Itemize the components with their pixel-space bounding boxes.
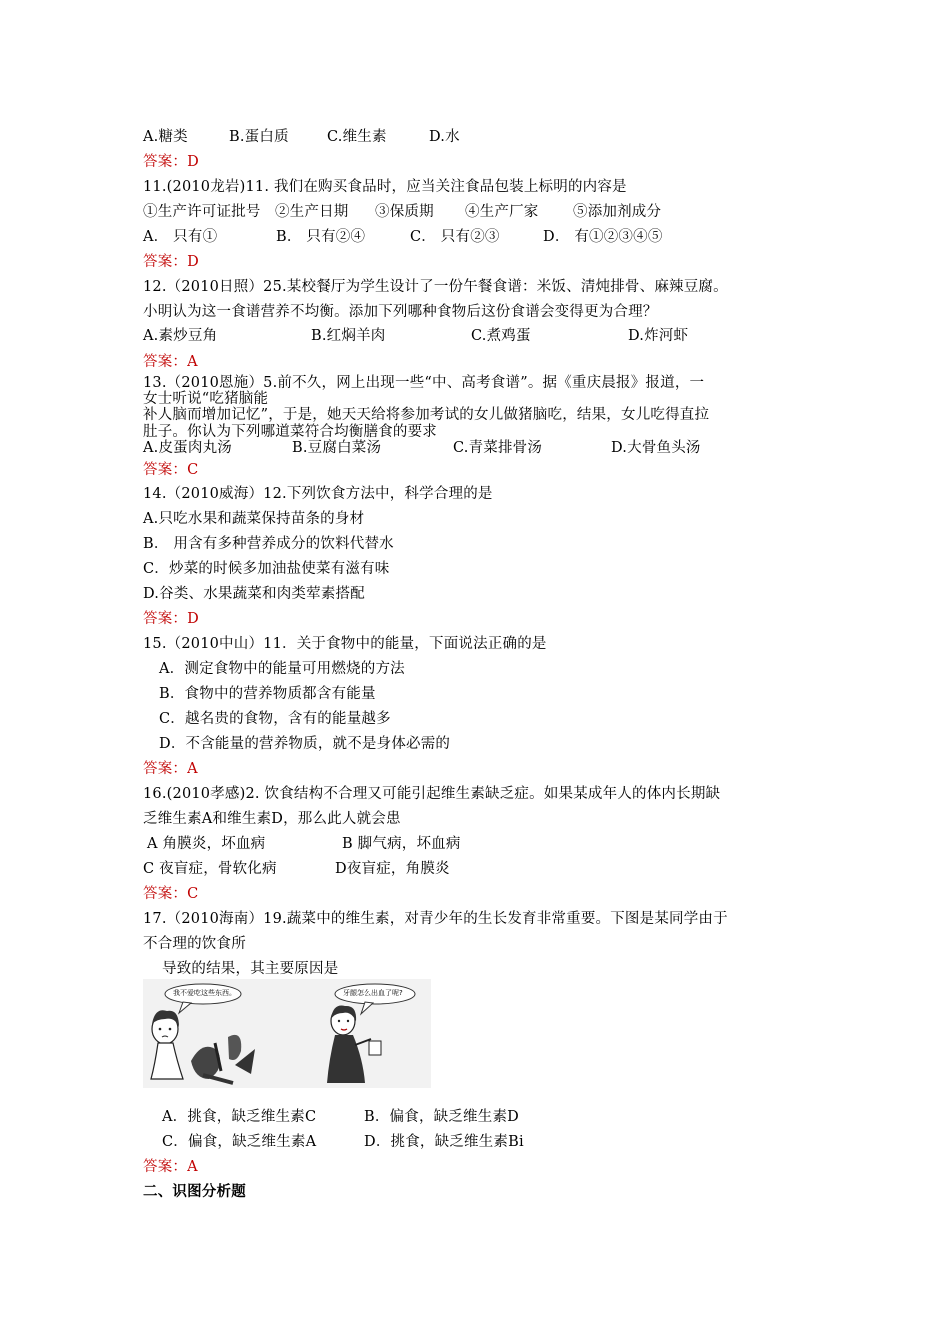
q17-options-row2: [162, 1132, 524, 1152]
q15-option-b: B．食物中的营养物质都含有能量: [159, 686, 376, 702]
q10-option-c: C.维生素: [327, 129, 387, 145]
section-heading: 二、识图分析题: [143, 1184, 246, 1200]
q14-option-c: C．炒菜的时候多加油盐使菜有滋有味: [143, 561, 390, 577]
q11-answer: 答案：D: [143, 254, 199, 270]
q16-option-b: B 脚气病，坏血病: [342, 836, 461, 852]
q16-option-c: C 夜盲症，骨软化病: [143, 861, 277, 877]
q14-stem: 14.（2010威海）12.下列饮食方法中，科学合理的是: [143, 486, 493, 502]
q10-options: [143, 127, 460, 147]
q11-option-d: D． 有①②③④⑤: [543, 229, 663, 245]
q16-options-row2: [143, 859, 450, 879]
q10-option-d: D.水: [429, 129, 460, 145]
q15-option-a: A．测定食物中的能量可用燃烧的方法: [159, 661, 405, 677]
q14-option-b: B． 用含有多种营养成分的饮料代替水: [143, 536, 394, 552]
q12-options: [143, 326, 688, 346]
q12-option-a: A.素炒豆角: [143, 328, 218, 344]
q11-stem: 11.(2010龙岩)11. 我们在购买食品时，应当关注食品包装上标明的内容是: [143, 179, 627, 195]
q16-stem-line2: 乏维生素A和维生素D，那么此人就会患: [143, 811, 401, 827]
bubble-left-text: 我不爱吃这些东西。: [173, 989, 236, 997]
q13-option-d: D.大骨鱼头汤: [611, 440, 701, 456]
q10-option-a: A.糖类: [143, 129, 188, 145]
q13-stem-line3: 补人脑而增加记忆”，于是，她天天给将参加考试的女儿做猪脑吃，结果，女儿吃得直拉: [143, 407, 710, 423]
q13-option-b: B.豆腐白菜汤: [292, 440, 382, 456]
q17-option-d: D．挑食，缺乏维生素Bi: [364, 1134, 524, 1150]
q12-option-d: D.炸河虾: [628, 328, 689, 344]
q10-answer: 答案：D: [143, 154, 199, 170]
q10-option-b: B.蛋白质: [229, 129, 289, 145]
q12-stem-line2: 小明认为这一食谱营养不均衡。添加下列哪种食物后这份食谱会变得更为合理？: [143, 304, 658, 320]
q15-option-d: D．不含能量的营养物质，就不是身体必需的: [159, 736, 451, 752]
q11-option-a: A． 只有①: [143, 229, 218, 245]
bubble-right-text: 牙龈怎么出血了呢?: [343, 989, 403, 997]
q17-options-row1: [162, 1107, 519, 1127]
q16-stem-line1: 16.(2010孝感)2. 饮食结构不合理又可能引起维生素缺乏症。如果某成年人的体内长期缺: [143, 786, 721, 802]
q12-answer: 答案：A: [143, 354, 198, 370]
q11-item-4: ④生产厂家: [465, 204, 539, 220]
q15-stem: 15.（2010中山）11．关于食物中的能量，下面说法正确的是: [143, 636, 547, 652]
q11-options: [143, 227, 663, 247]
girl-left-figure: [151, 1010, 183, 1079]
q14-option-d: D.谷类、水果蔬菜和肉类荤素搭配: [143, 586, 365, 602]
q16-option-d: D夜盲症，角膜炎: [335, 861, 450, 877]
q13-answer: 答案：C: [143, 462, 199, 478]
q16-answer: 答案：C: [143, 886, 199, 902]
q14-answer: 答案：D: [143, 611, 199, 627]
q13-stem-line2: 女士听说“吃猪脑能: [143, 391, 269, 407]
q12-option-c: C.煮鸡蛋: [471, 328, 531, 344]
q17-cartoon-image: [143, 979, 431, 1088]
q13-stem-line4: 肚子。你认为下列哪道菜符合均衡膳食的要求: [143, 424, 437, 440]
q12-option-b: B.红焖羊肉: [311, 328, 386, 344]
q16-options-row1: [147, 834, 461, 854]
vegetables-icon: [191, 1035, 255, 1083]
q11-option-c: C． 只有②③: [410, 229, 500, 245]
q17-stem-line3: 导致的结果，其主要原因是: [162, 961, 339, 977]
q17-stem-line2: 不合理的饮食所: [143, 936, 246, 952]
q17-option-b: B．偏食，缺乏维生素D: [364, 1109, 519, 1125]
q16-option-a: A 角膜炎，坏血病: [147, 836, 266, 852]
q17-option-c: C．偏食，缺乏维生素A: [162, 1134, 317, 1150]
q17-option-a: A．挑食，缺乏维生素C: [162, 1109, 317, 1125]
q15-answer: 答案：A: [143, 761, 198, 777]
q12-stem-line1: 12.（2010日照）25.某校餐厅为学生设计了一份午餐食谱：米饭、清炖排骨、麻辣豆腐。: [143, 279, 728, 295]
q17-answer: 答案：A: [143, 1159, 198, 1175]
q13-options: [143, 438, 701, 458]
q11-option-b: B． 只有②④: [276, 229, 366, 245]
q11-item-2: ②生产日期: [275, 204, 349, 220]
q13-stem-line1: 13.（2010恩施）5.前不久，网上出现一些“中、高考食谱”。据《重庆晨报》报道，一: [143, 375, 705, 391]
q15-option-c: C．越名贵的食物，含有的能量越多: [159, 711, 391, 727]
girl-right-figure: [327, 1006, 381, 1083]
q13-option-a: A.皮蛋肉丸汤: [143, 440, 232, 456]
q11-item-1: ①生产许可证批号: [143, 204, 261, 220]
q14-option-a: A.只吃水果和蔬菜保持苗条的身材: [143, 511, 365, 527]
q11-item-3: ③保质期: [375, 204, 434, 220]
q11-items: [143, 202, 661, 222]
q13-option-c: C.青菜排骨汤: [453, 440, 543, 456]
q11-item-5: ⑤添加剂成分: [573, 204, 662, 220]
q17-stem-line1: 17.（2010海南）19.蔬菜中的维生素，对青少年的生长发育非常重要。下图是某同学由于: [143, 911, 728, 927]
